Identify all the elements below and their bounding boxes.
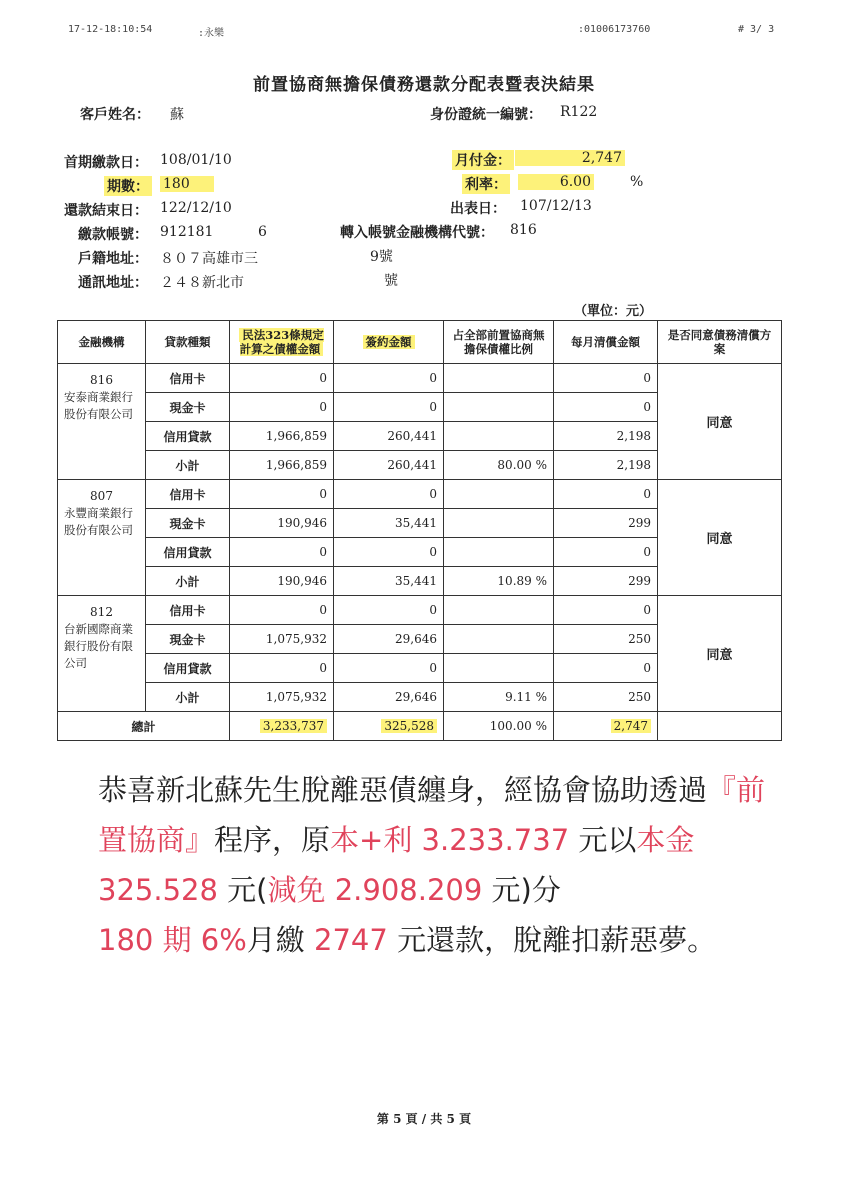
agree-status: 同意 xyxy=(658,596,782,712)
ratio: 80.00 % xyxy=(444,451,554,480)
bank-name: 永豐商業銀行股份有限公司 xyxy=(64,506,133,537)
monthly-amount: 2,198 xyxy=(554,451,658,480)
monthly-amount: 0 xyxy=(554,654,658,683)
rate-label: 利率： xyxy=(462,174,510,194)
bank-name: 安泰商業銀行股份有限公司 xyxy=(64,390,133,421)
household-extra: 9號 xyxy=(370,249,393,265)
fax-sender: :永樂 xyxy=(198,28,225,39)
account-value: 912181 xyxy=(160,224,214,240)
account-label: 繳款帳號： xyxy=(78,227,148,243)
message-part: 月繳 xyxy=(246,923,305,957)
message-part: 程序，原 xyxy=(214,823,331,857)
unit-note: （單位：元） xyxy=(574,304,653,319)
message-highlight: 2747 xyxy=(314,923,388,957)
total-claim xyxy=(230,712,334,741)
table-row xyxy=(58,480,782,509)
signed-amount: 0 xyxy=(334,393,444,422)
loan-type: 小計 xyxy=(146,451,230,480)
end-value: 122/12/10 xyxy=(160,200,232,216)
loan-type: 信用卡 xyxy=(146,596,230,625)
total-monthly xyxy=(554,712,658,741)
claim-amount: 190,946 xyxy=(230,567,334,596)
header-institution: 金融機構 xyxy=(58,321,146,364)
monthly-value: 2,747 xyxy=(515,150,625,166)
message-highlight: 本金 325.528 xyxy=(98,823,695,907)
claim-amount: 0 xyxy=(230,596,334,625)
bank-code-value: 816 xyxy=(510,222,537,238)
id-value: R122 xyxy=(560,104,598,120)
ratio: 9.11 % xyxy=(444,683,554,712)
ratio xyxy=(444,596,554,625)
ratio xyxy=(444,422,554,451)
monthly-amount: 0 xyxy=(554,480,658,509)
monthly-amount: 0 xyxy=(554,393,658,422)
first-pay-label: 首期繳款日： xyxy=(64,155,148,171)
monthly-amount: 2,198 xyxy=(554,422,658,451)
bank-cell xyxy=(58,480,146,596)
mail-value: ２４８新北市 xyxy=(160,275,244,291)
periods-label: 期數： xyxy=(104,176,152,196)
loan-type: 信用貸款 xyxy=(146,422,230,451)
loan-type: 現金卡 xyxy=(146,393,230,422)
header-signed-amount: 簽約金額 xyxy=(334,321,444,364)
claim-amount: 0 xyxy=(230,364,334,393)
household-value: ８０７高雄市三 xyxy=(160,251,258,267)
message-highlight: 減免 2.908.209 xyxy=(267,873,483,907)
signed-amount: 35,441 xyxy=(334,567,444,596)
first-pay-value: 108/01/10 xyxy=(160,152,232,168)
signed-amount: 0 xyxy=(334,538,444,567)
signed-amount: 260,441 xyxy=(334,451,444,480)
bank-code: 807 xyxy=(90,489,113,503)
claim-amount: 0 xyxy=(230,538,334,567)
total-claim-value: 3,233,737 xyxy=(260,719,327,733)
loan-type: 信用卡 xyxy=(146,364,230,393)
loan-type: 現金卡 xyxy=(146,509,230,538)
loan-type: 信用貸款 xyxy=(146,538,230,567)
table-row xyxy=(58,364,782,393)
fax-datetime: 17-12-18:10:54 xyxy=(68,24,153,35)
customer-value: 蘇 xyxy=(170,107,184,123)
ratio: 10.89 % xyxy=(444,567,554,596)
message-part: 元以 xyxy=(578,823,637,857)
signed-amount: 260,441 xyxy=(334,422,444,451)
signed-amount: 0 xyxy=(334,480,444,509)
signed-amount: 29,646 xyxy=(334,683,444,712)
mail-label: 通訊地址： xyxy=(78,275,148,291)
id-label: 身份證統一編號： xyxy=(430,107,542,123)
ratio xyxy=(444,625,554,654)
fax-number: :01006173760 xyxy=(578,24,651,35)
claim-amount: 190,946 xyxy=(230,509,334,538)
end-label: 還款結束日： xyxy=(64,203,148,219)
monthly-amount: 299 xyxy=(554,509,658,538)
loan-type: 信用卡 xyxy=(146,480,230,509)
issue-label: 出表日： xyxy=(450,201,506,217)
signed-amount: 0 xyxy=(334,364,444,393)
monthly-amount: 0 xyxy=(554,596,658,625)
periods-value: 180 xyxy=(160,176,214,192)
loan-type: 信用貸款 xyxy=(146,654,230,683)
rate-value: 6.00 xyxy=(518,174,594,190)
signed-amount: 0 xyxy=(334,596,444,625)
claim-amount: 1,075,932 xyxy=(230,683,334,712)
monthly-amount: 299 xyxy=(554,567,658,596)
claim-amount: 0 xyxy=(230,393,334,422)
header-claim-amount: 民法323條規定計算之債權金額 xyxy=(230,321,334,364)
household-label: 戶籍地址： xyxy=(78,251,148,267)
agree-status: 同意 xyxy=(658,364,782,480)
table-row xyxy=(58,596,782,625)
monthly-amount: 250 xyxy=(554,625,658,654)
customer-label: 客戶姓名： xyxy=(80,107,150,123)
claim-amount: 1,966,859 xyxy=(230,451,334,480)
loan-type: 小計 xyxy=(146,567,230,596)
header-monthly: 每月清償金額 xyxy=(554,321,658,364)
signed-amount: 29,646 xyxy=(334,625,444,654)
total-label: 總計 xyxy=(58,712,230,741)
bank-name: 台新國際商業銀行股份有限公司 xyxy=(64,622,133,670)
total-row xyxy=(58,712,782,741)
ratio xyxy=(444,654,554,683)
ratio xyxy=(444,393,554,422)
congrats-message xyxy=(98,765,788,965)
message-highlight: 180 期 6% xyxy=(98,923,247,957)
table-header-row xyxy=(58,321,782,364)
signed-amount: 35,441 xyxy=(334,509,444,538)
bank-code-label: 轉入帳號金融機構代號： xyxy=(340,225,494,241)
message-highlight: 本+利 3.233.737 xyxy=(330,823,570,857)
message-highlight: 『前置協商』 xyxy=(98,773,766,857)
claim-amount: 1,966,859 xyxy=(230,422,334,451)
claim-amount: 0 xyxy=(230,654,334,683)
total-monthly-value: 2,747 xyxy=(611,719,651,733)
allocation-table xyxy=(57,320,782,741)
ratio xyxy=(444,480,554,509)
header-loan-type: 貸款種類 xyxy=(146,321,230,364)
page-footer: 第 5 頁 / 共 5 頁 xyxy=(376,1112,472,1126)
bank-code: 816 xyxy=(90,373,113,387)
header-ratio: 占全部前置協商無擔保債權比例 xyxy=(444,321,554,364)
claim-amount: 1,075,932 xyxy=(230,625,334,654)
account-extra: 6 xyxy=(258,224,267,240)
document-title: 前置協商無擔保債務還款分配表暨表決結果 xyxy=(253,75,595,95)
message-part: 元還款，脫離扣薪惡夢。 xyxy=(397,923,717,957)
monthly-amount: 0 xyxy=(554,364,658,393)
ratio xyxy=(444,538,554,567)
bank-cell xyxy=(58,596,146,712)
total-signed xyxy=(334,712,444,741)
monthly-amount: 0 xyxy=(554,538,658,567)
claim-amount: 0 xyxy=(230,480,334,509)
rate-unit: % xyxy=(630,174,644,190)
total-ratio: 100.00 % xyxy=(444,712,554,741)
agree-status: 同意 xyxy=(658,480,782,596)
monthly-amount: 250 xyxy=(554,683,658,712)
loan-type: 小計 xyxy=(146,683,230,712)
loan-type: 現金卡 xyxy=(146,625,230,654)
monthly-label: 月付金： xyxy=(452,150,514,170)
signed-amount: 0 xyxy=(334,654,444,683)
message-part: 元( xyxy=(227,873,268,907)
ratio xyxy=(444,509,554,538)
fax-page: # 3/ 3 xyxy=(738,24,775,35)
mail-extra: 號 xyxy=(384,273,398,289)
total-signed-value: 325,528 xyxy=(381,719,437,733)
bank-code: 812 xyxy=(90,605,113,619)
ratio xyxy=(444,364,554,393)
total-agree-empty xyxy=(658,712,782,741)
header-agree: 是否同意債務清償方案 xyxy=(658,321,782,364)
issue-value: 107/12/13 xyxy=(520,198,592,214)
bank-cell xyxy=(58,364,146,480)
message-part: 元)分 xyxy=(491,873,561,907)
message-part: 恭喜新北蘇先生脫離惡債纏身，經協會協助透過 xyxy=(98,773,708,807)
